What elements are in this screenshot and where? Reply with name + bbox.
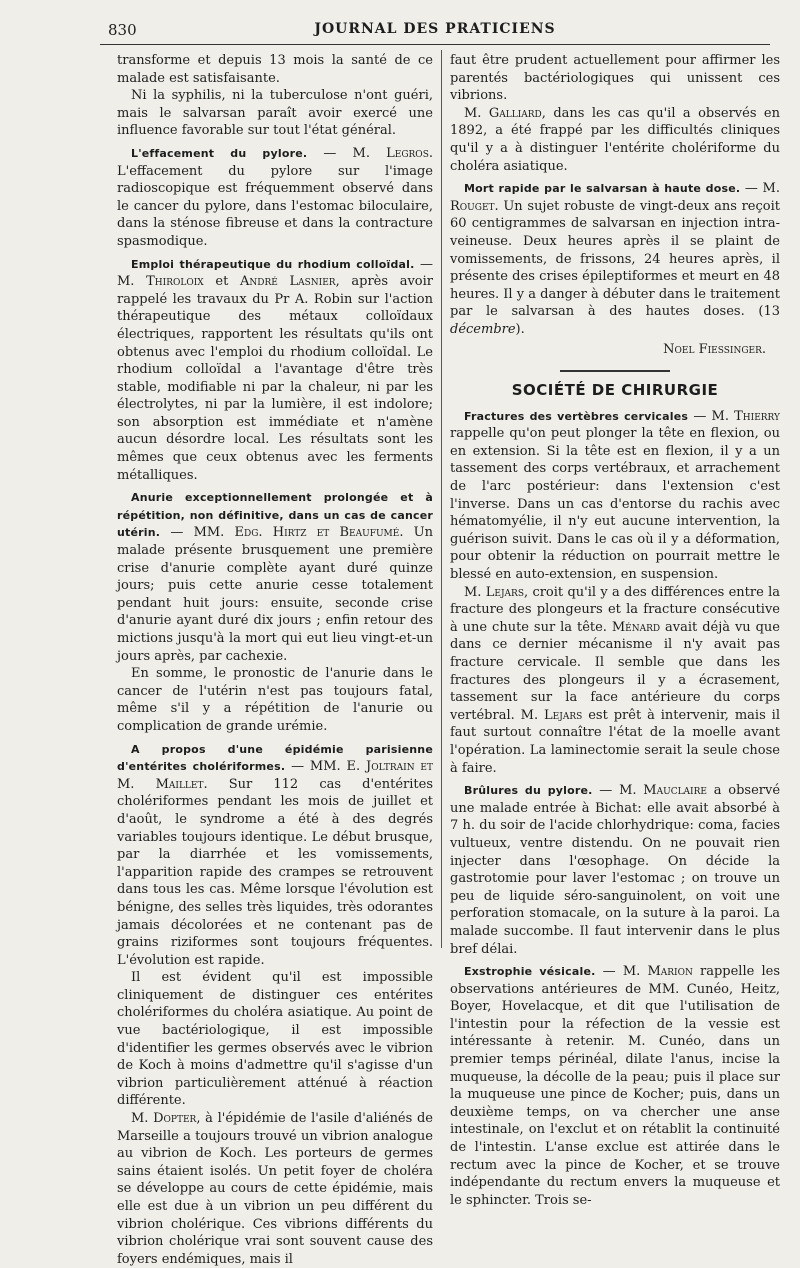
article-heading: Anurie exceptionnellement prolongée et à répétition, non définitive, dans un cas de cancer utérin. [117, 491, 433, 540]
paragraph: En somme, le pronostic de l'anurie dans le cancer de l'utérin n'est pas toujours fatal, même s'il y a répétition de l'anurie ou complication de grande urémie. [117, 666, 433, 734]
article-anurie: Anurie exceptionnellement prolongée et à répétition, non définitive, dans un cas de cancer utérin. — MM. Edg. Hirtz et Beaufumé. Un malade présente brusquement une première crise d'anurie complète ayant duré quinze jours; puis cette anurie cesse totalement pendant huit jours: ensuite, seconde crise d'anurie ayant duré dix jours ; enfin retour des mictions jusqu'à la mort qui eut lieu vingt-et-un jours après, par cachexie. [117, 491, 434, 664]
article-text: . Un sujet robuste de vingt-deux ans reçoit 60 centigrammes de salvarsan en injection intra-veineuse. Deux heures après il se plaint de vomissements, de frissons, 24 heures après, il présente des crises épileptiformes et meurt en 48 heures. Il y a danger à débuter dans le traitement par le salvarsan à des hautes doses. (13 [450, 198, 780, 320]
article-heading: L'effacement du pylore. [131, 146, 308, 160]
author-name: Lejars [544, 707, 583, 723]
date: décembre [450, 321, 516, 337]
article-effacement-pylore: L'effacement du pylore. — M. Legros. L'effacement du pylore sur l'image radioscopique est fréquemment observé dans le cancer du pylore, dans l'estomac biloculaire, dans la sténose fibreuse et dans la contracture spasmodique. [117, 145, 433, 249]
author-name: Rouget [450, 198, 495, 214]
author-name: André Lasnier [239, 274, 336, 290]
article-exstrophie-vesicale: Exstrophie vésicale. — M. Marion rappelle les observations antérieures de MM. Cunéo, Heitz, Boyer, Hovelacque, et dit que l'utilisation de l'intestin pour la réfection de la vessie est intéressante à retenir. M. Cunéo, dans un premier temps périnéal, dilate l'anus, incise la muqueuse, la décolle de la peau; puis il place sur la muqueuse une pince de Kocher; puis, dans un deuxième temps, on va chercher une anse intestinale, on l'exclut et on rétablit la continuité de l'intestin. L'anse exclue est attirée dans le rectum avec la pince de Kocher, et se trouve indépendante du rectum envers la muqueuse et le sphincter. Trois se- [450, 964, 780, 1208]
author-name: Thierry [734, 408, 780, 424]
article-text: , après avoir rappelé les travaux du Pr A. Robin sur l'action thérapeutique des métaux colloïdaux électriques, rapportent les résultats qu'ils ont obtenus avec l'emploi du rhodium colloïdal. Le rhodium colloïdal a l'avantage d'être très stable, modifiable ni par la chaleur, ni par les électrolytes, ni par la lumière, il est indolore; son absorption est immédiate et n'amène aucun désordre local. Les résultats sont les mêmes que ceux obtenus avec les ferments métalliques. [117, 274, 434, 483]
author-name: Thiroloix [146, 274, 204, 290]
page-header [100, 14, 770, 45]
author-name: Dopter [153, 1111, 197, 1127]
journal-title: JOURNAL DES PRATICIENS [314, 21, 556, 37]
article-text: a observé une malade entrée à Bichat: elle avait absorbé à 7 h. du soir de l'acide chlorhydrique: coma, facies vultueux, ventre distendu. On ne pouvait rien injecter dans l'œsophage. On décide la gastrotomie pour laver l'estomac ; on trouve un peu de liquide séro-sanguinolent, on voit une perforation stomacale, on la suture à la paroi. La malade succombe. Il faut intervenir dans le plus bref délai. [450, 783, 781, 957]
article-heading: A propos d'une épidémie parisienne d'entérites cholériformes. [117, 742, 433, 774]
article-rhodium-colloidal: Emploi thérapeutique du rhodium colloïdal. — M. Thiroloix et André Lasnier, après avoir rappelé les travaux du Pr A. Robin sur l'action thérapeutique des métaux colloïdaux électriques, rapportent les résultats qu'ils ont obtenus avec l'emploi du rhodium colloïdal. Le rhodium colloïdal a l'avantage d'être très stable, modifiable ni par la chaleur, ni par les électrolytes, ni par la lumière, il est indolore; son absorption est immédiate et n'amène aucun désordre local. Les résultats sont les mêmes que ceux obtenus avec les ferments métalliques. [117, 256, 434, 483]
article-enterites-choleriformes: A propos d'une épidémie parisienne d'entérites cholériformes. — MM. E. Joltrain et M. Maillet. Sur 112 cas d'entérites cholériformes pendant les mois de juillet et d'août, le syndrome a été à des degrés variables toujours identique. Le début brusque, par la diarrhée et les vomissements, l'apparition rapide des crampes se retrouvent dans tous les cas. Même lorsque l'évolution est bénigne, des selles très liquides, très odorantes jamais décolorées et ne contenant pas de grains riziformes sont toujours fréquentes. L'évolution est rapide. [117, 742, 434, 968]
article-text: . Sur 112 cas d'entérites cholériformes pendant les mois de juillet et d'août, le syndrome a été à des degrés variables toujours identique. Le début brusque, par la diarrhée et les vomissements, l'apparition rapide des crampes se retrouvent dans tous les cas. Même lorsque l'évolution est bénigne, des selles très liquides, très odorantes jamais décolorées et ne contenant pas de grains riziformes sont toujours fréquentes. L'évolution est rapide. [117, 776, 434, 968]
right-column [450, 52, 781, 1208]
page-number: 830 [108, 21, 137, 39]
author-name: Edg. Hirtz et Beaufumé [234, 525, 400, 541]
paragraph: transforme et depuis 13 mois la santé de ce malade est satisfaisante. [117, 53, 433, 86]
article-text: . L'effacement du pylore sur l'image radioscopique est fréquemment observé dans le cancer du pylore, dans l'estomac biloculaire, dans la sténose fibreuse et dans la contracture spasmodique. [117, 145, 433, 249]
author-name: E. Joltrain et M. Maillet [117, 759, 433, 792]
section-rule [560, 370, 670, 372]
article-salvarsan: Mort rapide par le salvarsan à haute dose. — M. Rouget. Un sujet robuste de vingt-deux ans reçoit 60 centigrammes de salvarsan en injection intra-veineuse. Deux heures après il se plaint de vomissements, de frissons, 24 heures après, il présente des crises épileptiformes et meurt en 48 heures. Il y a danger à débuter dans le traitement par le salvarsan à des hautes doses. (13 décembre). [450, 181, 781, 337]
column-divider [441, 50, 442, 948]
author-name: Marion [647, 964, 693, 980]
author-name: Lejars [485, 584, 525, 600]
article-heading: Brûlures du pylore. [464, 784, 593, 798]
left-column [117, 52, 434, 1267]
author-name: Mauclaire [643, 783, 707, 799]
author-name: Legros [386, 145, 429, 161]
article-heading: Exstrophie vésicale. [464, 965, 596, 979]
section-title: SOCIÉTÉ DE CHIRURGIE [511, 381, 719, 400]
article-heading: Mort rapide par le salvarsan à haute dose. [464, 182, 741, 196]
article-brulures-pylore: Brûlures du pylore. — M. Mauclaire a observé une malade entrée à Bichat: elle avait absorbé à 7 h. du soir de l'acide chlorhydrique: coma, facies vultueux, ventre distendu. On ne pouvait rien injecter dans l'œsophage. On décide la gastrotomie pour laver l'estomac ; on trouve un peu de liquide séro-sanguinolent, on voit une perforation stomacale, on la suture à la paroi. La malade succombe. Il faut intervenir dans le plus bref délai. [450, 783, 781, 957]
paragraph: faut être prudent actuellement pour affirmer les parentés bactériologiques qui unissent ces vibrions. [450, 53, 780, 104]
signature: Noel Fiessinger. [663, 341, 766, 357]
author-name: Galliard [488, 105, 542, 121]
paragraph: M. Galliard, dans les cas qu'il a observés en 1892, a été frappé par les difficultés cliniques qu'il y a à distinguer l'entérite cholériforme du choléra asiatique. [450, 105, 780, 174]
article-text: . Un malade présente brusquement une première crise d'anurie complète ayant duré quinze jours; puis cette anurie cesse totalement pendant huit jours: ensuite, seconde crise d'anurie ayant duré dix jours ; enfin retour des mictions jusqu'à la mort qui eut lieu vingt-et-un jours après, par cachexie. [117, 525, 434, 664]
paragraph: M. Lejars, croit qu'il y a des différences entre la fracture des plongeurs et la fracture consécutive à une chute sur la tête. Ménard avait déjà vu que dans ce dernier mécanisme il n'y avait pas fracture cervicale. Il semble que dans les fractures des plongeurs il y a écrasement, tassement sur la face antérieure du corps vertébral. M. Lejars est prêt à intervenir, mais il faut surtout connaître l'état de la moelle avant l'opération. La laminectomie serait la seule chose à faire. [450, 584, 781, 776]
paragraph: Il est évident qu'il est impossible cliniquement de distinguer ces entérites cholériformes du choléra asiatique. Au point de vue bactériologique, il est impossible d'identifier les germes observés avec le vibrion de Koch à moins d'admettre qu'il s'agisse d'un vibrion particulièrement atténué à réaction différente. [117, 970, 433, 1109]
article-text: rappelle les observations antérieures de MM. Cunéo, Heitz, Boyer, Hovelacque, et dit que l'utilisation de l'intestin pour la réfection de la vessie est intéressante à retenir. M. Cunéo, dans un premier temps périnéal, dilate l'anus, incise la muqueuse, la décolle de la peau; puis il place sur la muqueuse une pince de Kocher; puis, dans un deuxième temps, on va chercher une anse intestinale, on l'exclut et on rétablit la continuité de l'intestin. L'anse exclue est attirée dans le rectum avec la pince de Kocher, et se trouve indépendante du rectum envers la muqueuse et le sphincter. Trois se- [450, 964, 780, 1208]
article-fractures-vertebres: Fractures des vertèbres cervicales — M. Thierry rappelle qu'on peut plonger la tête en flexion, ou en extension. Si la tête est en flexion, il y a un tassement des corps vertébraux, et arrachement de l'arc postérieur: dans l'extension c'est l'inverse. Dans un cas d'entorse du rachis avec hématomyélie, il n'y eut aucune intervention, la guérison suivit. Dans le cas où il y a déformation, pour obtenir la réduction on pourrait mettre le blessé en auto-extension, en suspension. [450, 408, 780, 583]
article-heading: Fractures des vertèbres cervicales [464, 409, 689, 423]
paragraph: Ni la syphilis, ni la tuberculose n'ont guéri, mais le salvarsan paraît avoir exercé une influence favorable sur tout l'état général. [117, 88, 433, 139]
author-name: Ménard [611, 619, 661, 635]
article-text: rappelle qu'on peut plonger la tête en flexion, ou en extension. Si la tête est en flexion, il y a un tassement des corps vertébraux, et arrachement de l'arc postérieur: dans l'extension c'est l'inverse. Dans un cas d'entorse du rachis avec hématomyélie, il n'y eut aucune intervention, la guérison suivit. Dans le cas où il y a déformation, pour obtenir la réduction on pourrait mettre le blessé en auto-extension, en suspension. [450, 426, 780, 583]
article-heading: Emploi thérapeutique du rhodium colloïdal. [131, 257, 415, 271]
paragraph: M. Dopter, à l'épidémie de l'asile d'aliénés de Marseille a toujours trouvé un vibrion analogue au vibrion de Koch. Les porteurs de germes sains étaient isolés. Un petit foyer de choléra se développe au cours de cette épidémie, mais elle est due à un vibrion un peu différent du vibrion cholérique. Ces vibrions différents du vibrion cholérique vrai sont souvent cause des foyers endémiques, mais il [117, 1111, 433, 1267]
